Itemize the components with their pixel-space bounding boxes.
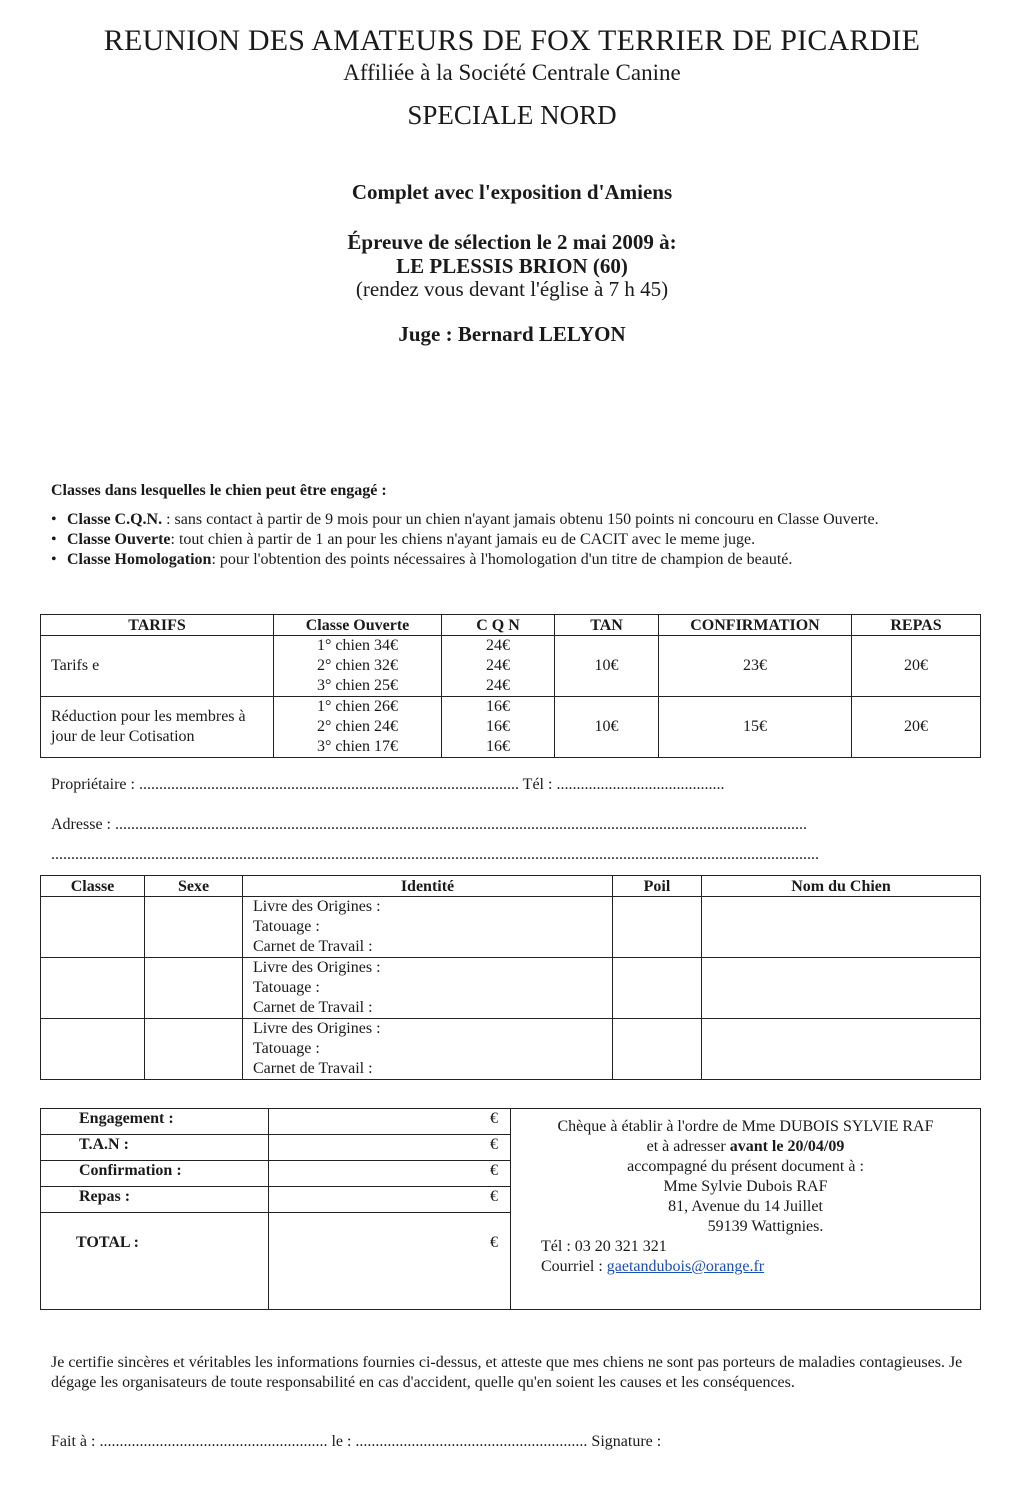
classes-heading: Classes dans lesquelles le chien peut être engagé : bbox=[51, 482, 387, 499]
list-item bbox=[51, 550, 986, 570]
repas-price: 20€ bbox=[852, 697, 981, 758]
tan-price: 10€ bbox=[555, 697, 659, 758]
poil-cell[interactable] bbox=[613, 897, 702, 958]
list-item bbox=[51, 510, 986, 530]
confirmation-label: Confirmation : bbox=[41, 1161, 269, 1187]
classe-cell[interactable] bbox=[41, 897, 145, 958]
total-label: TOTAL : bbox=[41, 1213, 269, 1310]
classe-cell[interactable] bbox=[41, 1019, 145, 1080]
identity-label: Tatouage : bbox=[253, 1040, 320, 1057]
cheque-order: Chèque à établir à l'ordre de Mme DUBOIS SYLVIE RAF bbox=[557, 1118, 934, 1135]
tan-amount[interactable]: € bbox=[269, 1135, 511, 1161]
judge-name: Juge : Bernard LELYON bbox=[398, 322, 626, 346]
price-line: 16€ bbox=[486, 698, 510, 715]
price-line: 1° chien 34€ bbox=[316, 637, 399, 654]
class-name: Classe Homologation bbox=[67, 551, 212, 568]
special-title: SPECIALE NORD bbox=[407, 100, 617, 130]
price-line: 16€ bbox=[486, 718, 510, 735]
table-row bbox=[41, 1019, 981, 1080]
cheque-accompany: accompagné du présent document à : bbox=[627, 1158, 864, 1175]
confirmation-amount[interactable]: € bbox=[269, 1161, 511, 1187]
nom-chien-cell[interactable] bbox=[702, 958, 981, 1019]
column-header: Classe bbox=[41, 876, 145, 897]
sexe-cell[interactable] bbox=[145, 1019, 243, 1080]
email-link[interactable]: gaetandubois@orange.fr bbox=[606, 1258, 765, 1275]
affiliation-subtitle: Affiliée à la Société Centrale Canine bbox=[343, 60, 681, 85]
price-line: 3° chien 17€ bbox=[316, 738, 399, 755]
identite-cell[interactable] bbox=[243, 958, 613, 1019]
epreuve-location: LE PLESSIS BRION (60) bbox=[396, 254, 628, 278]
class-name: Classe C.Q.N. bbox=[67, 511, 163, 528]
identity-label: Livre des Origines : bbox=[253, 959, 381, 976]
epreuve-date: Épreuve de sélection le 2 mai 2009 à: bbox=[347, 230, 677, 254]
classes-list bbox=[51, 510, 986, 570]
column-header: Poil bbox=[613, 876, 702, 897]
recipient-phone: Tél : 03 20 321 321 bbox=[541, 1238, 667, 1255]
class-description: : sans contact à partir de 9 mois pour un chien n'ayant jamais obtenu 150 points ni concouru en Classe Ouverte. bbox=[162, 511, 879, 528]
rendezvous-note: (rendez vous devant l'église à 7 h 45) bbox=[355, 277, 669, 301]
adresse-field[interactable]: Adresse : ............................................................................................................................................................................. bbox=[51, 816, 807, 833]
price-line: 24€ bbox=[486, 677, 510, 694]
class-description: : tout chien à partir de 1 an pour les chiens n'ayant jamais eu de CACIT avec le meme juge. bbox=[170, 531, 756, 548]
table-row bbox=[41, 958, 981, 1019]
confirmation-price: 23€ bbox=[659, 636, 852, 697]
engagement-label: Engagement : bbox=[41, 1109, 269, 1135]
deadline-date: avant le 20/04/09 bbox=[729, 1138, 845, 1155]
table-row bbox=[41, 897, 981, 958]
tan-label: T.A.N : bbox=[41, 1135, 269, 1161]
identity-label: Livre des Origines : bbox=[253, 1020, 381, 1037]
repas-price: 20€ bbox=[852, 636, 981, 697]
column-header: Nom du Chien bbox=[702, 876, 981, 897]
recipient-name: Mme Sylvie Dubois RAF bbox=[663, 1178, 828, 1195]
column-header: REPAS bbox=[852, 615, 981, 636]
identity-label: Tatouage : bbox=[253, 918, 320, 935]
cheque-info bbox=[511, 1109, 981, 1310]
identity-label: Carnet de Travail : bbox=[253, 1060, 373, 1077]
column-header: Identité bbox=[243, 876, 613, 897]
price-line: 24€ bbox=[486, 657, 510, 674]
poil-cell[interactable] bbox=[613, 1019, 702, 1080]
email-label: Courriel : bbox=[541, 1258, 607, 1275]
payment-table bbox=[40, 1108, 981, 1310]
total-amount[interactable]: € bbox=[269, 1213, 511, 1310]
class-name: Classe Ouverte bbox=[67, 531, 171, 548]
classe-cell[interactable] bbox=[41, 958, 145, 1019]
column-header: CONFIRMATION bbox=[659, 615, 852, 636]
identite-cell[interactable] bbox=[243, 897, 613, 958]
table-row bbox=[41, 697, 981, 758]
engagement-amount[interactable]: € bbox=[269, 1109, 511, 1135]
price-line: 3° chien 25€ bbox=[316, 677, 399, 694]
column-header: Classe Ouverte bbox=[274, 615, 442, 636]
recipient-city: 59139 Wattignies. bbox=[707, 1218, 824, 1235]
price-line: 24€ bbox=[486, 637, 510, 654]
document-title: REUNION DES AMATEURS DE FOX TERRIER DE PICARDIE bbox=[103, 24, 921, 57]
recipient-street: 81, Avenue du 14 Juillet bbox=[668, 1198, 823, 1215]
sexe-cell[interactable] bbox=[145, 958, 243, 1019]
table-header-row bbox=[41, 615, 981, 636]
class-description: : pour l'obtention des points nécessaires à l'homologation d'un titre de champion de beauté. bbox=[211, 551, 793, 568]
cheque-deadline bbox=[511, 1137, 980, 1157]
poil-cell[interactable] bbox=[613, 958, 702, 1019]
tarifs-table bbox=[40, 614, 981, 758]
tan-price: 10€ bbox=[555, 636, 659, 697]
confirmation-price: 15€ bbox=[659, 697, 852, 758]
identity-label: Carnet de Travail : bbox=[253, 938, 373, 955]
complet-notice: Complet avec l'exposition d'Amiens bbox=[351, 180, 673, 204]
proprietaire-field[interactable]: Propriétaire : ............................................................................................... Tél : .......................................... bbox=[51, 776, 725, 793]
recipient-email-line bbox=[511, 1257, 980, 1277]
adresse-field-line2[interactable]: ................................................................................................................................................................................................ bbox=[51, 846, 819, 863]
classes-section bbox=[51, 481, 986, 570]
identity-label: Carnet de Travail : bbox=[253, 999, 373, 1016]
identity-label: Tatouage : bbox=[253, 979, 320, 996]
epreuve-block bbox=[0, 230, 1024, 278]
column-header: TAN bbox=[555, 615, 659, 636]
repas-label: Repas : bbox=[41, 1187, 269, 1213]
repas-amount[interactable]: € bbox=[269, 1187, 511, 1213]
price-line: 1° chien 26€ bbox=[316, 698, 399, 715]
cqn-prices bbox=[442, 636, 555, 697]
column-header: Sexe bbox=[145, 876, 243, 897]
table-row bbox=[41, 1109, 981, 1135]
certification-text: Je certifie sincères et véritables les informations fournies ci-dessus, et atteste que mes chiens ne sont pas porteurs de maladies contagieuses. Je dégage les organisateurs de toute responsabilité en cas d'accident, quelle qu'en soient les causes et les conséquences. bbox=[51, 1354, 963, 1391]
table-row bbox=[41, 636, 981, 697]
ouverte-prices bbox=[274, 636, 442, 697]
nom-chien-cell[interactable] bbox=[702, 897, 981, 958]
price-line: 2° chien 24€ bbox=[316, 718, 399, 735]
column-header: C Q N bbox=[442, 615, 555, 636]
dogs-table bbox=[40, 875, 981, 1080]
signature-line[interactable]: Fait à : ......................................................... le : .......................................................... Signature : bbox=[51, 1433, 662, 1450]
tarif-label: Tarifs e bbox=[41, 636, 274, 697]
column-header: TARIFS bbox=[41, 615, 274, 636]
list-item bbox=[51, 530, 986, 550]
deadline-prefix: et à adresser bbox=[646, 1138, 730, 1155]
identity-label: Livre des Origines : bbox=[253, 898, 381, 915]
nom-chien-cell[interactable] bbox=[702, 1019, 981, 1080]
price-line: 16€ bbox=[486, 738, 510, 755]
table-header-row bbox=[41, 876, 981, 897]
cqn-prices bbox=[442, 697, 555, 758]
ouverte-prices bbox=[274, 697, 442, 758]
identite-cell[interactable] bbox=[243, 1019, 613, 1080]
price-line: 2° chien 32€ bbox=[316, 657, 399, 674]
tarif-label: Réduction pour les membres à jour de leur Cotisation bbox=[41, 697, 274, 758]
sexe-cell[interactable] bbox=[145, 897, 243, 958]
